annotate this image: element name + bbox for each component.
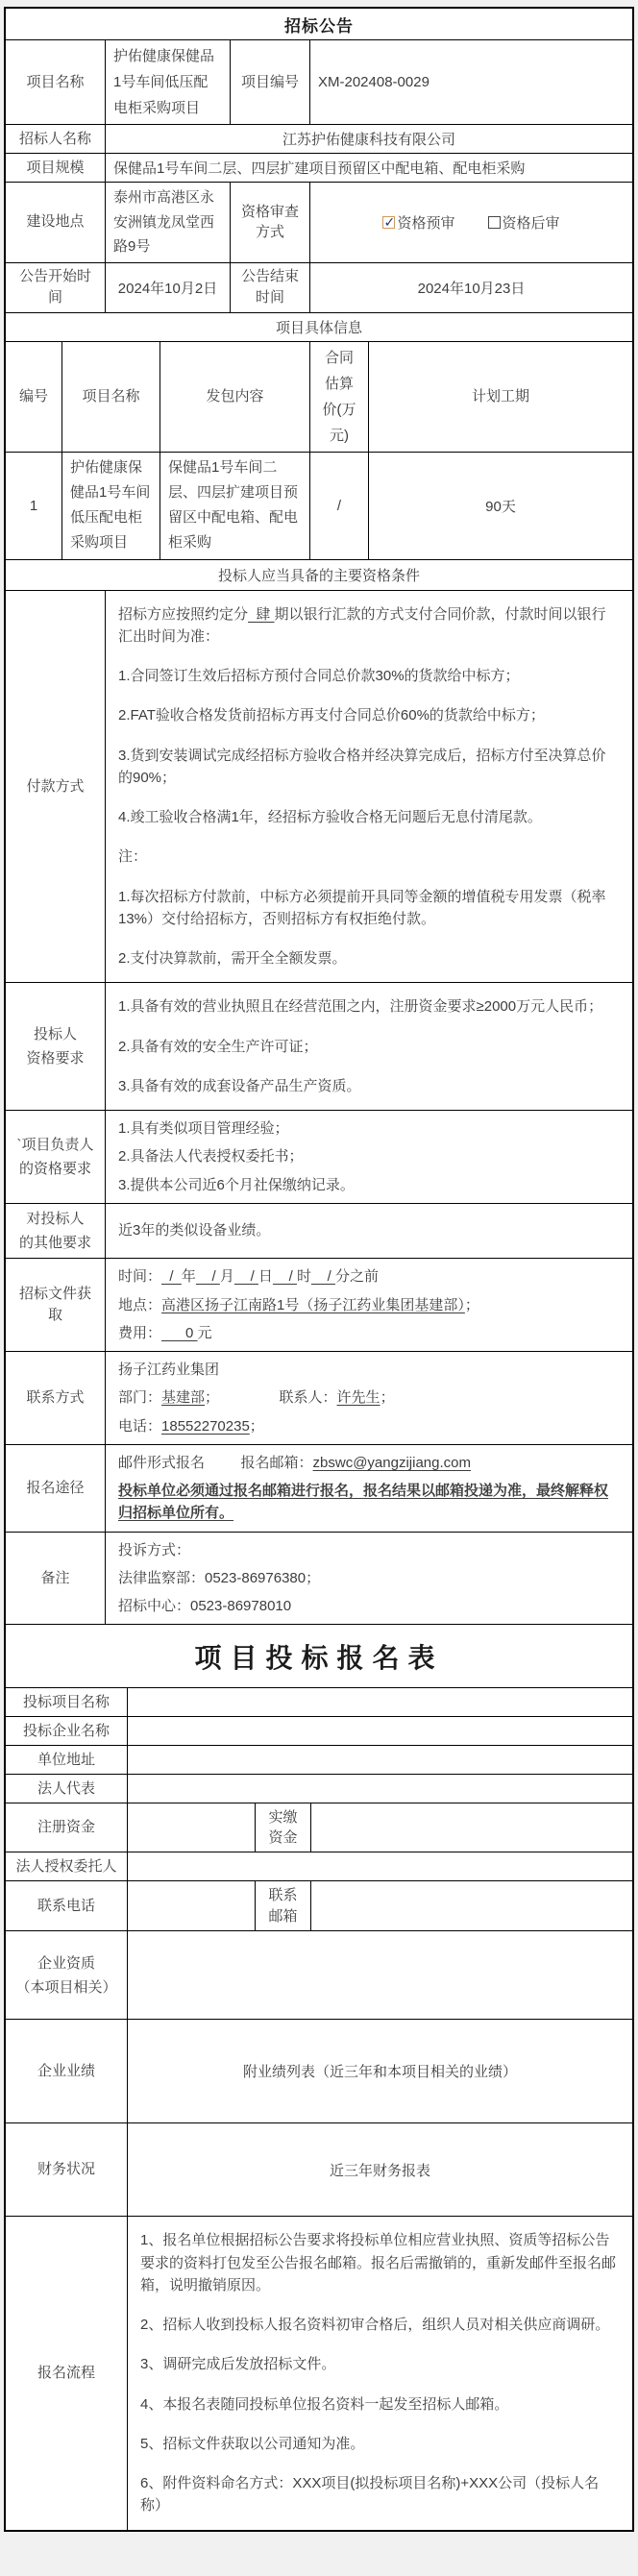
process-content — [128, 2217, 632, 2529]
text-segment: / — [233, 1268, 258, 1286]
text-line: 5、招标文件获取以公司通知为准。 — [140, 2435, 365, 2452]
text-line: 对投标人 — [26, 1210, 85, 1227]
email-label: 联系邮箱 — [256, 1881, 311, 1930]
other-requirements-row — [6, 1204, 632, 1260]
text-segment: / — [310, 1268, 335, 1286]
text-line: 2.具备有效的安全生产许可证； — [118, 1038, 318, 1055]
text-line — [118, 1265, 379, 1288]
details-section-row — [6, 313, 632, 342]
details-header-row — [6, 342, 632, 453]
text-line: 3、调研完成后发放招标文件。 — [140, 2356, 336, 2373]
postqualification-option[interactable] — [488, 212, 560, 233]
text-line — [118, 1452, 471, 1474]
other-requirements-content — [106, 1204, 632, 1259]
form-performance-row — [6, 2020, 632, 2123]
details-header-content: 发包内容 — [160, 342, 310, 452]
company-qualification-input[interactable] — [128, 1931, 632, 2019]
bid-project-label: 投标项目名称 — [6, 1688, 128, 1716]
contact-row — [6, 1352, 632, 1445]
postqualification-label: 资格后审 — [502, 214, 560, 232]
phone-input[interactable] — [128, 1881, 256, 1930]
manager-requirements-content — [106, 1111, 632, 1203]
text-segment: 分之前 — [334, 1268, 379, 1286]
start-time-value: 2024年10月2日 — [106, 263, 231, 312]
text-segment: 期以银行汇款的方式支付合同价款，付款时间以银行汇出时间为准： — [118, 605, 606, 645]
doc-obtain-row — [6, 1259, 632, 1352]
form-title-row — [6, 1625, 632, 1688]
project-no-label: 项目编号 — [231, 40, 310, 124]
text-segment: 0 — [161, 1324, 198, 1341]
text-line — [118, 1386, 395, 1409]
manager-requirements-row — [6, 1111, 632, 1204]
text-segment: 部门： — [118, 1389, 162, 1407]
prequalification-checkbox[interactable] — [382, 216, 395, 229]
performance-label: 企业业绩 — [6, 2020, 128, 2122]
manager-requirements-label — [6, 1111, 106, 1203]
prequalification-option[interactable] — [382, 212, 454, 233]
text-line: 1.具备有效的营业执照且在经营范围之内，注册资金要求≥2000万元人民币； — [118, 998, 603, 1016]
qualification-method-label: 资格审查方式 — [231, 183, 310, 262]
text-line: 3.具备有效的成套设备产品生产资质。 — [118, 1077, 361, 1094]
bidder-value: 江苏护佑健康科技有限公司 — [282, 132, 455, 148]
details-section-title: 项目具体信息 — [275, 319, 362, 336]
contact-label: 联系方式 — [6, 1352, 106, 1444]
form-bid-company-row — [6, 1717, 632, 1746]
form-phone-row — [6, 1881, 632, 1931]
text-line: 的资格要求 — [18, 1160, 91, 1177]
text-segment: 招标方应按照约定分 — [118, 605, 249, 623]
performance-value: 附业绩列表（近三年和本项目相关的业绩） — [242, 2064, 517, 2081]
remark-row — [6, 1533, 632, 1626]
text-line: 1.每次招标方付款前，中标方必须提前开具同等金额的增值税专用发票（税率13%）交付给招标方，否则招标方有权拒绝付款。 — [118, 888, 606, 927]
other-requirements-label — [6, 1204, 106, 1259]
location-row — [6, 183, 632, 263]
details-estimate: / — [310, 453, 369, 559]
bid-project-input[interactable] — [128, 1688, 632, 1716]
bid-company-label: 投标企业名称 — [6, 1717, 128, 1745]
text-segment: 费用： — [118, 1324, 162, 1341]
text-line: 扬子江药业集团 — [118, 1362, 220, 1378]
text-line: 投标单位必须通过报名邮箱进行报名，报名结果以邮箱投递为准，最终解释权归招标单位所有。 — [118, 1483, 609, 1522]
authorized-label: 法人授权委托人 — [6, 1852, 128, 1880]
scale-value: 保健品1号车间二层、四层扩建项目预留区中配电箱、配电柜采购 — [113, 160, 526, 177]
details-no: 1 — [6, 453, 62, 559]
form-authorized-row — [6, 1852, 632, 1881]
end-time-value: 2024年10月23日 — [417, 280, 526, 297]
project-name-value: 护佑健康保健品1号车间低压配电柜采购项目 — [106, 40, 231, 124]
form-capital-row — [6, 1803, 632, 1852]
text-line: `项目负责人 — [16, 1136, 94, 1153]
text-line: 近3年的类似设备业绩。 — [118, 1222, 271, 1239]
text-line: （本项目相关） — [15, 1978, 117, 1996]
announcement-time-row — [6, 263, 632, 313]
text-line: 2.具备法人代表授权委托书； — [118, 1148, 304, 1165]
text-line: 2.FAT验收合格发货前招标方再支付合同总价60%的货款给中标方； — [118, 707, 545, 724]
bidder-requirements-row — [6, 983, 632, 1111]
text-line — [118, 1322, 212, 1344]
text-line: 的其他要求 — [18, 1235, 91, 1251]
signup-email-link[interactable]: zbswc@yangzijiang.com — [312, 1454, 471, 1471]
text-line: 4.竣工验收合格满1年，经招标方验收合格无问题后无息付清尾款。 — [118, 809, 542, 825]
location-label: 建设地点 — [6, 183, 106, 262]
form-finance-row — [6, 2123, 632, 2217]
form-process-row — [6, 2217, 632, 2529]
location-value: 泰州市高港区永安洲镇龙凤堂西路9号 — [106, 183, 231, 262]
details-name: 护佑健康保健品1号车间低压配电柜采购项目 — [62, 453, 160, 559]
reg-capital-input[interactable] — [128, 1803, 256, 1852]
postqualification-checkbox[interactable] — [488, 216, 501, 229]
text-line: 1、报名单位根据招标公告要求将投标单位相应营业执照、资质等招标公告要求的资料打包发至公告报名邮箱。报名后需撤销的，重新发邮件至报名邮箱，说明撤销原因。 — [140, 2232, 617, 2294]
qualifications-section-title: 投标人应当具备的主要资格条件 — [217, 567, 420, 584]
qualifications-section-row — [6, 560, 632, 591]
text-line: 4、本报名表随同投标单位报名资料一起发至招标人邮箱。 — [140, 2395, 509, 2413]
finance-value: 近三年财务报表 — [329, 2162, 430, 2179]
finance-label: 财务状况 — [6, 2123, 128, 2216]
bidder-label: 招标人名称 — [6, 125, 106, 153]
text-line: 1.具有类似项目管理经验； — [118, 1120, 289, 1137]
project-name-label: 项目名称 — [6, 40, 106, 124]
form-title: 项目投标报名表 — [194, 1643, 444, 1674]
paid-capital-input[interactable] — [311, 1803, 632, 1852]
announcement-title-row — [6, 9, 632, 40]
authorized-input[interactable] — [128, 1852, 632, 1880]
signup-row — [6, 1445, 632, 1533]
tender-document — [4, 7, 634, 2532]
address-input[interactable] — [128, 1746, 632, 1774]
text-line: 投诉方式： — [118, 1541, 191, 1558]
text-line: 2.支付决算款前，需开全全额发票。 — [118, 950, 347, 967]
legal-rep-label: 法人代表 — [6, 1775, 128, 1803]
details-data-row — [6, 453, 632, 560]
scale-row — [6, 154, 632, 183]
bidder-requirements-label — [6, 983, 106, 1110]
text-segment: ； — [249, 1417, 264, 1435]
text-segment: 元 — [197, 1324, 212, 1341]
text-line — [118, 603, 620, 649]
company-qualification-label — [6, 1931, 128, 2019]
text-segment: 高港区扬子江南路1号（扬子江药业集团基建部） — [161, 1296, 465, 1313]
text-segment: 18552270235 — [161, 1417, 250, 1435]
scale-label: 项目规模 — [6, 154, 106, 182]
remark-content — [106, 1533, 632, 1625]
email-input[interactable] — [311, 1881, 632, 1930]
text-line: 企业资质 — [37, 1954, 95, 1972]
text-line: 2、招标人收到投标人报名资料初审合格后，组织人员对相关供应商调研。 — [140, 2317, 610, 2333]
signup-content — [106, 1445, 632, 1532]
text-segment: 月 — [219, 1268, 234, 1286]
process-label: 报名流程 — [6, 2217, 128, 2529]
text-segment: 邮件形式报名 报名邮箱： — [118, 1454, 313, 1471]
text-line — [118, 1294, 479, 1316]
text-segment: 电话： — [118, 1417, 162, 1435]
bidder-row — [6, 125, 632, 154]
bid-company-input[interactable] — [128, 1717, 632, 1745]
text-segment: ； — [464, 1296, 479, 1313]
text-line: 6、附件资料命名方式：XXX项目(拟投标项目名称)+XXX公司（投标人名称） — [140, 2475, 600, 2515]
text-segment: / — [161, 1268, 182, 1286]
reg-capital-label: 注册资金 — [6, 1803, 128, 1852]
address-label: 单位地址 — [6, 1746, 128, 1774]
text-line: 投标人 — [33, 1025, 77, 1043]
project-no-value: XM-202408-0029 — [318, 74, 429, 90]
text-segment: 时间： — [118, 1268, 162, 1286]
prequalification-label: 资格预审 — [397, 214, 455, 232]
text-segment: 年 — [181, 1268, 196, 1286]
text-line: 1.合同签订生效后招标方预付合同总价款30%的货款给中标方； — [118, 668, 520, 684]
text-line: 法律监察部：0523-86976380； — [118, 1569, 321, 1586]
text-line — [118, 1415, 264, 1437]
text-line: 3.提供本公司近6个月社保缴纳记录。 — [118, 1176, 355, 1193]
end-time-label: 公告结束时间 — [231, 263, 310, 312]
form-qualification-row — [6, 1931, 632, 2020]
paid-capital-label: 实缴资金 — [256, 1803, 311, 1852]
text-line: 3.货到安装调试完成经招标方验收合格并经决算完成后，招标方付至决算总价的90%； — [118, 747, 606, 786]
start-time-label: 公告开始时间 — [6, 263, 106, 312]
announcement-title: 招标公告 — [284, 16, 354, 36]
text-segment: / — [272, 1268, 297, 1286]
contact-content — [106, 1352, 632, 1444]
details-header-duration: 计划工期 — [471, 387, 529, 405]
text-segment: 许先生 — [336, 1389, 380, 1407]
form-legal-rep-row — [6, 1775, 632, 1803]
payment-label: 付款方式 — [6, 591, 106, 983]
legal-rep-input[interactable] — [128, 1775, 632, 1803]
text-segment: 肆 — [248, 605, 275, 623]
signup-label: 报名途径 — [6, 1445, 106, 1532]
text-segment: 基建部 — [161, 1389, 206, 1407]
payment-row — [6, 591, 632, 984]
details-header-name: 项目名称 — [62, 342, 160, 452]
text-line: 资格要求 — [26, 1050, 85, 1067]
text-segment: ； 联系人： — [205, 1389, 337, 1407]
text-line: 注： — [118, 848, 148, 866]
payment-content — [106, 591, 632, 983]
doc-obtain-content — [106, 1259, 632, 1351]
form-bid-project-row — [6, 1688, 632, 1717]
details-header-estimate: 合同估算价(万元) — [310, 342, 369, 452]
remark-label: 备注 — [6, 1533, 106, 1625]
details-duration: 90天 — [485, 498, 516, 515]
text-segment: 地点： — [118, 1296, 162, 1313]
form-address-row — [6, 1746, 632, 1775]
qualification-method-value — [310, 183, 632, 262]
doc-obtain-label: 招标文件获取 — [6, 1259, 106, 1351]
text-line: 招标中心：0523-86978010 — [118, 1598, 292, 1614]
text-segment: 时 — [296, 1268, 311, 1286]
text-segment: ； — [380, 1389, 395, 1407]
phone-label: 联系电话 — [6, 1881, 128, 1930]
details-header-no: 编号 — [6, 342, 62, 452]
text-segment: 日 — [258, 1268, 273, 1286]
details-content: 保健品1号车间二层、四层扩建项目预留区中配电箱、配电柜采购 — [160, 453, 310, 559]
project-name-row — [6, 40, 632, 125]
bidder-requirements-content — [106, 983, 632, 1110]
text-segment: / — [195, 1268, 220, 1286]
